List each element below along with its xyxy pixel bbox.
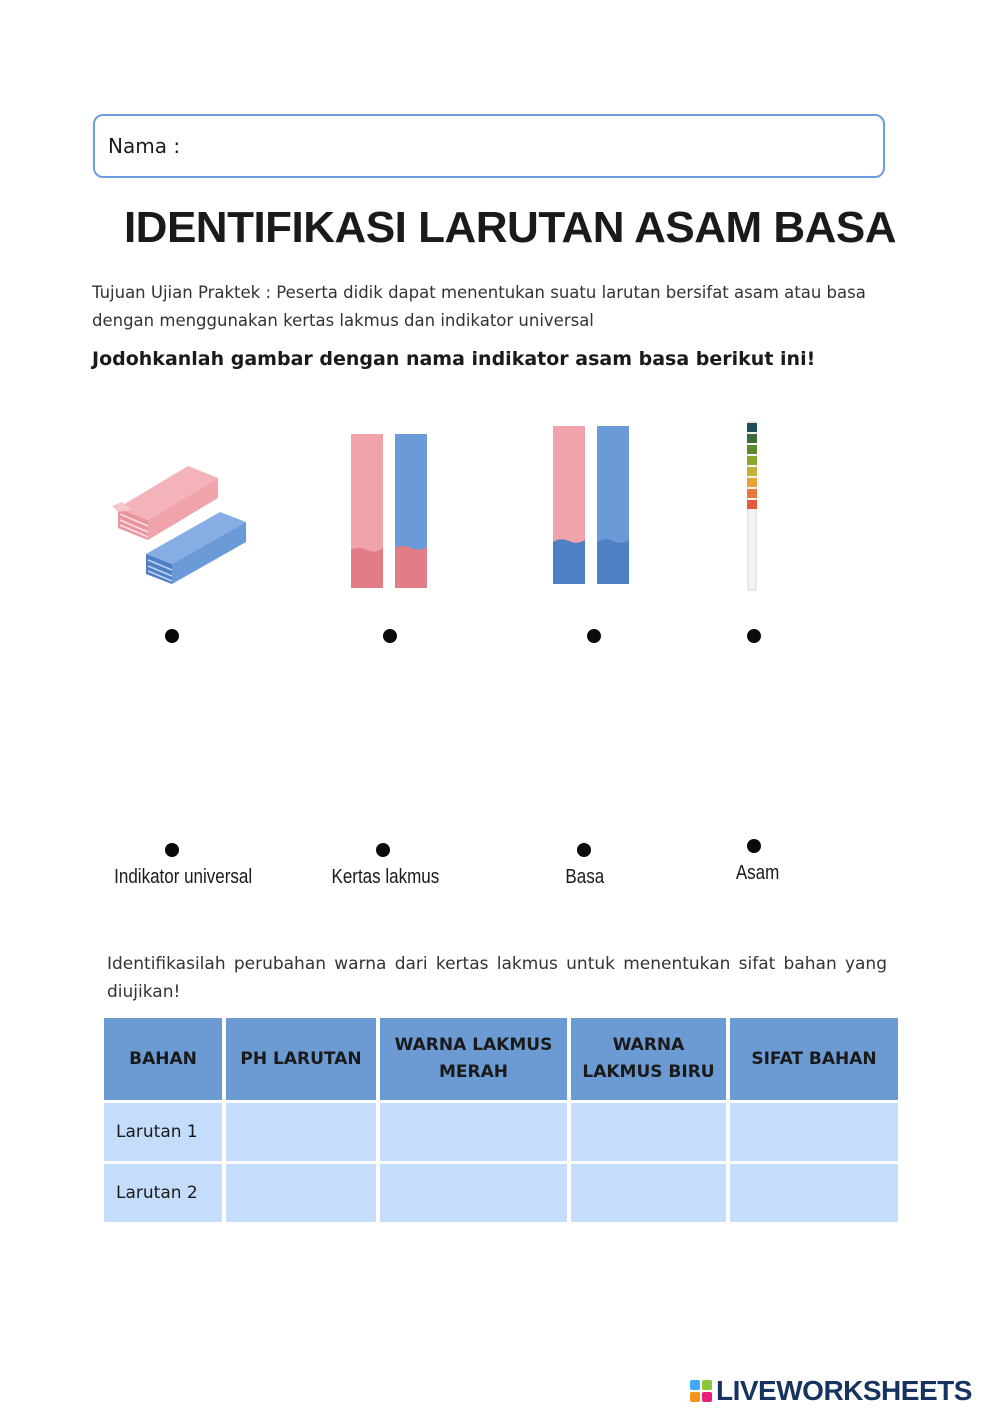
label-kertas-lakmus: Kertas lakmus [331,866,440,888]
row-label: Larutan 1 [104,1103,222,1161]
match-dot-label-3[interactable] [577,843,591,857]
header-warna-lakmus-merah: WARNA LAKMUS MERAH [380,1018,567,1100]
name-label: Nama : [108,134,181,158]
litmus-table [100,1015,902,1225]
header-warna-lakmus-biru: WARNA LAKMUS BIRU [571,1018,726,1100]
property-input[interactable] [730,1164,898,1222]
ph-input[interactable] [226,1164,376,1222]
blue-litmus-input[interactable] [571,1103,726,1161]
objective-text: Tujuan Ujian Praktek : Peserta didik dapat menentukan suatu larutan bersifat asam atau basa dengan menggunakan kertas lakmus dan indikator universal [92,283,866,330]
liveworksheets-logo [690,1375,972,1407]
name-field[interactable] [93,114,885,178]
header-bahan: BAHAN [104,1018,222,1100]
match-dot-picture-2[interactable] [383,629,397,643]
match-dot-label-2[interactable] [376,843,390,857]
table-header-row [104,1018,898,1100]
universal-indicator-strip-icon [744,420,760,592]
match-dot-picture-3[interactable] [587,629,601,643]
table-instruction: Identifikasilah perubahan warna dari kertas lakmus untuk menentukan sifat bahan yang diujikan! [107,954,887,1002]
match-dot-label-4[interactable] [747,839,761,853]
red-litmus-input[interactable] [380,1164,567,1222]
ph-input[interactable] [226,1103,376,1161]
property-input[interactable] [730,1103,898,1161]
label-indikator-universal: Indikator universal [114,866,253,888]
label-asam: Asam [735,862,780,884]
litmus-base-strips-icon [551,424,631,586]
red-litmus-input[interactable] [380,1103,567,1161]
page-title: IDENTIFIKASI LARUTAN ASAM BASA [123,203,897,252]
liveworksheets-logo-icon [690,1380,712,1402]
label-basa: Basa [565,866,605,888]
litmus-acid-strips-icon [349,432,431,590]
blue-litmus-input[interactable] [571,1164,726,1222]
litmus-paper-stacks-icon [108,458,253,588]
match-dot-label-1[interactable] [165,843,179,857]
table-row [104,1103,898,1161]
matching-instruction: Jodohkanlah gambar dengan nama indikator asam basa berikut ini! [92,348,816,370]
liveworksheets-brand-text: LIVEWORKSHEETS [716,1375,972,1406]
match-dot-picture-4[interactable] [747,629,761,643]
header-ph-larutan: PH LARUTAN [226,1018,376,1100]
table-row [104,1164,898,1222]
match-dot-picture-1[interactable] [165,629,179,643]
header-sifat-bahan: SIFAT BAHAN [730,1018,898,1100]
row-label: Larutan 2 [104,1164,222,1222]
